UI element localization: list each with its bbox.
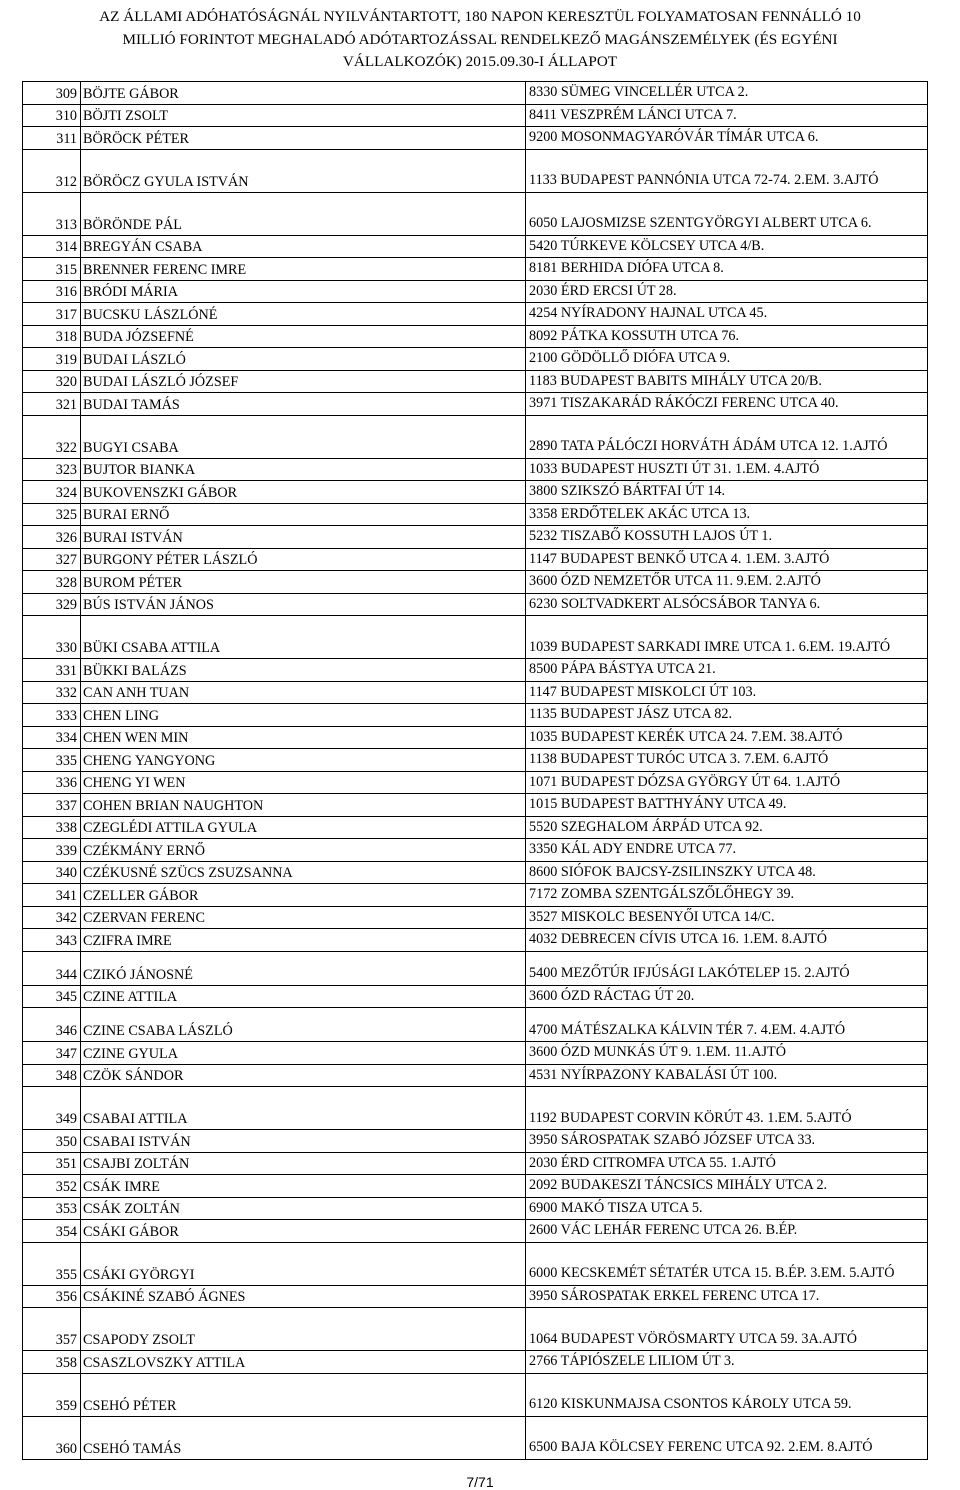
taxpayer-name: BUCSKU LÁSZLÓNÉ: [81, 303, 526, 326]
taxpayer-address: 1183 BUDAPEST BABITS MIHÁLY UTCA 20/B.: [526, 370, 928, 393]
taxpayer-name: CSAJBI ZOLTÁN: [81, 1152, 526, 1175]
taxpayer-address: 2030 ÉRD ERCSI ÚT 28.: [526, 280, 928, 303]
table-row: [23, 1373, 928, 1416]
row-number: 351: [23, 1152, 81, 1175]
table-row: [23, 771, 928, 794]
taxpayer-name: CAN ANH TUAN: [81, 681, 526, 704]
taxpayer-name: BÜKI CSABA ATTILA: [81, 616, 526, 659]
taxpayer-address: 8500 PÁPA BÁSTYA UTCA 21.: [526, 659, 928, 682]
row-number: 350: [23, 1130, 81, 1153]
table-row: [23, 951, 928, 985]
taxpayer-address: 3527 MISKOLC BESENYŐI UTCA 14/C.: [526, 906, 928, 929]
row-number: 314: [23, 235, 81, 258]
row-number: 315: [23, 258, 81, 281]
table-row: [23, 458, 928, 481]
taxpayer-address: 2600 VÁC LEHÁR FERENC UTCA 26. B.ÉP.: [526, 1220, 928, 1243]
taxpayer-address: 4531 NYÍRPAZONY KABALÁSI ÚT 100.: [526, 1064, 928, 1087]
taxpayer-name: CSABAI ATTILA: [81, 1087, 526, 1130]
taxpayer-address: 3950 SÁROSPATAK SZABÓ JÓZSEF UTCA 33.: [526, 1130, 928, 1153]
taxpayer-address: 9200 MOSONMAGYARÓVÁR TÍMÁR UTCA 6.: [526, 127, 928, 150]
table-row: [23, 906, 928, 929]
table-row: [23, 593, 928, 616]
row-number: 359: [23, 1373, 81, 1416]
row-number: 324: [23, 481, 81, 504]
row-number: 322: [23, 415, 81, 458]
taxpayer-address: 3600 ÓZD RÁCTAG ÚT 20.: [526, 985, 928, 1008]
taxpayer-address: 4254 NYÍRADONY HAJNAL UTCA 45.: [526, 303, 928, 326]
document-title: [0, 6, 960, 74]
table-row: [23, 415, 928, 458]
table-row: [23, 884, 928, 907]
taxpayer-name: BURAI ERNŐ: [81, 503, 526, 526]
row-number: 339: [23, 839, 81, 862]
taxpayer-name: CSÁKI GÁBOR: [81, 1220, 526, 1243]
table-row: [23, 1220, 928, 1243]
row-number: 312: [23, 149, 81, 192]
row-number: 318: [23, 325, 81, 348]
taxpayer-address: 8330 SÜMEG VINCELLÉR UTCA 2.: [526, 82, 928, 105]
table-row: [23, 104, 928, 127]
row-number: 338: [23, 816, 81, 839]
taxpayer-address: 8092 PÁTKA KOSSUTH UTCA 76.: [526, 325, 928, 348]
title-line-3: VÁLLALKOZÓK) 2015.09.30-I ÁLLAPOT: [342, 53, 618, 70]
taxpayer-address: 6050 LAJOSMIZSE SZENTGYÖRGYI ALBERT UTCA 6.: [526, 192, 928, 235]
table-row: [23, 548, 928, 571]
row-number: 327: [23, 548, 81, 571]
taxpayer-address: 1135 BUDAPEST JÁSZ UTCA 82.: [526, 704, 928, 727]
taxpayer-name: CHEN WEN MIN: [81, 726, 526, 749]
table-row: [23, 1308, 928, 1351]
taxpayer-address: 3350 KÁL ADY ENDRE UTCA 77.: [526, 839, 928, 862]
taxpayer-name: BREGYÁN CSABA: [81, 235, 526, 258]
taxpayer-address: 1192 BUDAPEST CORVIN KÖRÚT 43. 1.EM. 5.AJTÓ: [526, 1087, 928, 1130]
taxpayer-address: 8600 SIÓFOK BAJCSY-ZSILINSZKY UTCA 48.: [526, 861, 928, 884]
taxpayer-address: 5400 MEZŐTÚR IFJÚSÁGI LAKÓTELEP 15. 2.AJTÓ: [526, 951, 928, 985]
taxpayer-address: 2100 GÖDÖLLŐ DIÓFA UTCA 9.: [526, 348, 928, 371]
taxpayer-address: 2092 BUDAKESZI TÁNCSICS MIHÁLY UTCA 2.: [526, 1175, 928, 1198]
taxpayer-name: CSABAI ISTVÁN: [81, 1130, 526, 1153]
taxpayer-name: BUDAI LÁSZLÓ: [81, 348, 526, 371]
table-row: [23, 526, 928, 549]
taxpayer-name: CSÁKINÉ SZABÓ ÁGNES: [81, 1285, 526, 1308]
taxpayer-name: CHENG YI WEN: [81, 771, 526, 794]
table-row: [23, 659, 928, 682]
row-number: 343: [23, 929, 81, 952]
taxpayer-name: COHEN BRIAN NAUGHTON: [81, 794, 526, 817]
taxpayer-name: BURGONY PÉTER LÁSZLÓ: [81, 548, 526, 571]
table-row: [23, 1197, 928, 1220]
taxpayer-address: 6230 SOLTVADKERT ALSÓCSÁBOR TANYA 6.: [526, 593, 928, 616]
taxpayer-name: CZINE ATTILA: [81, 985, 526, 1008]
row-number: 328: [23, 571, 81, 594]
table-row: [23, 1008, 928, 1042]
row-number: 309: [23, 82, 81, 105]
taxpayer-address: 2890 TATA PÁLÓCZI HORVÁTH ÁDÁM UTCA 12. 1.AJTÓ: [526, 415, 928, 458]
taxpayer-address: 6500 BAJA KÖLCSEY FERENC UTCA 92. 2.EM. 8.AJTÓ: [526, 1416, 928, 1459]
table-row: [23, 192, 928, 235]
taxpayer-name: CSASZLOVSZKY ATTILA: [81, 1351, 526, 1374]
taxpayer-name: CSEHÓ PÉTER: [81, 1373, 526, 1416]
taxpayer-address: 7172 ZOMBA SZENTGÁLSZŐLŐHEGY 39.: [526, 884, 928, 907]
taxpayer-name: BUKOVENSZKI GÁBOR: [81, 481, 526, 504]
taxpayer-name: BUDAI LÁSZLÓ JÓZSEF: [81, 370, 526, 393]
table-row: [23, 571, 928, 594]
taxpayer-name: CSÁK ZOLTÁN: [81, 1197, 526, 1220]
row-number: 320: [23, 370, 81, 393]
taxpayer-name: CZIKÓ JÁNOSNÉ: [81, 951, 526, 985]
page-number: 7/71: [466, 1474, 494, 1490]
table-row: [23, 370, 928, 393]
row-number: 341: [23, 884, 81, 907]
taxpayer-name: BUDAI TAMÁS: [81, 393, 526, 416]
taxpayer-address: 3600 ÓZD MUNKÁS ÚT 9. 1.EM. 11.AJTÓ: [526, 1042, 928, 1065]
row-number: 358: [23, 1351, 81, 1374]
table-row: [23, 393, 928, 416]
table-row: [23, 681, 928, 704]
table-row: [23, 1416, 928, 1459]
table-row: [23, 1042, 928, 1065]
row-number: 325: [23, 503, 81, 526]
taxpayer-address: 3358 ERDŐTELEK AKÁC UTCA 13.: [526, 503, 928, 526]
table-row: [23, 503, 928, 526]
taxpayer-name: CZINE GYULA: [81, 1042, 526, 1065]
taxpayer-address: 3600 ÓZD NEMZETŐR UTCA 11. 9.EM. 2.AJTÓ: [526, 571, 928, 594]
row-number: 348: [23, 1064, 81, 1087]
taxpayer-name: BUROM PÉTER: [81, 571, 526, 594]
table-row: [23, 704, 928, 727]
title-line-1: AZ ÁLLAMI ADÓHATÓSÁGNÁL NYILVÁNTARTOTT, 180 NAPON KERESZTÜL FOLYAMATOSAN FENNÁLLÓ 10: [99, 8, 861, 25]
row-number: 329: [23, 593, 81, 616]
table-row: [23, 280, 928, 303]
row-number: 331: [23, 659, 81, 682]
taxpayer-name: CZIFRA IMRE: [81, 929, 526, 952]
row-number: 352: [23, 1175, 81, 1198]
taxpayer-address: 1039 BUDAPEST SARKADI IMRE UTCA 1. 6.EM. 19.AJTÓ: [526, 616, 928, 659]
taxpayer-name: BURAI ISTVÁN: [81, 526, 526, 549]
taxpayer-name: CSAPODY ZSOLT: [81, 1308, 526, 1351]
taxpayer-address: 3971 TISZAKARÁD RÁKÓCZI FERENC UTCA 40.: [526, 393, 928, 416]
taxpayer-address: 1015 BUDAPEST BATTHYÁNY UTCA 49.: [526, 794, 928, 817]
taxpayer-address: 1133 BUDAPEST PANNÓNIA UTCA 72-74. 2.EM. 3.AJTÓ: [526, 149, 928, 192]
taxpayer-address: 1147 BUDAPEST BENKŐ UTCA 4. 1.EM. 3.AJTÓ: [526, 548, 928, 571]
taxpayer-address: 1033 BUDAPEST HUSZTI ÚT 31. 1.EM. 4.AJTÓ: [526, 458, 928, 481]
taxpayer-address: 1035 BUDAPEST KERÉK UTCA 24. 7.EM. 38.AJTÓ: [526, 726, 928, 749]
taxpayer-name: CZINE CSABA LÁSZLÓ: [81, 1008, 526, 1042]
table-row: [23, 481, 928, 504]
table-row: [23, 235, 928, 258]
taxpayer-address: 8181 BERHIDA DIÓFA UTCA 8.: [526, 258, 928, 281]
row-number: 349: [23, 1087, 81, 1130]
taxpayer-name: CSÁK IMRE: [81, 1175, 526, 1198]
title-line-2: MILLIÓ FORINTOT MEGHALADÓ ADÓTARTOZÁSSAL RENDELKEZŐ MAGÁNSZEMÉLYEK (ÉS EGYÉNI: [122, 30, 838, 48]
row-number: 345: [23, 985, 81, 1008]
row-number: 347: [23, 1042, 81, 1065]
taxpayer-address: 5420 TÚRKEVE KÖLCSEY UTCA 4/B.: [526, 235, 928, 258]
row-number: 360: [23, 1416, 81, 1459]
taxpayer-name: CZÖK SÁNDOR: [81, 1064, 526, 1087]
table-row: [23, 1351, 928, 1374]
table-row: [23, 616, 928, 659]
row-number: 334: [23, 726, 81, 749]
table-row: [23, 726, 928, 749]
row-number: 316: [23, 280, 81, 303]
table-row: [23, 861, 928, 884]
table-body: [23, 82, 928, 1460]
row-number: 357: [23, 1308, 81, 1351]
taxpayer-name: BUDA JÓZSEFNÉ: [81, 325, 526, 348]
row-number: 333: [23, 704, 81, 727]
row-number: 311: [23, 127, 81, 150]
taxpayer-address: 4700 MÁTÉSZALKA KÁLVIN TÉR 7. 4.EM. 4.AJTÓ: [526, 1008, 928, 1042]
row-number: 323: [23, 458, 81, 481]
taxpayer-name: CZÉKMÁNY ERNŐ: [81, 839, 526, 862]
table-row: [23, 816, 928, 839]
taxpayer-name: CZELLER GÁBOR: [81, 884, 526, 907]
table-row: [23, 1152, 928, 1175]
row-number: 337: [23, 794, 81, 817]
taxpayer-name: BÖJTI ZSOLT: [81, 104, 526, 127]
taxpayer-name: CZEGLÉDI ATTILA GYULA: [81, 816, 526, 839]
table-row: [23, 1242, 928, 1285]
row-number: 313: [23, 192, 81, 235]
table-row: [23, 1285, 928, 1308]
taxpayer-name: BÖJTE GÁBOR: [81, 82, 526, 105]
row-number: 310: [23, 104, 81, 127]
taxpayer-name: BRÓDI MÁRIA: [81, 280, 526, 303]
taxpayer-name: CZERVAN FERENC: [81, 906, 526, 929]
table-row: [23, 1087, 928, 1130]
taxpayer-address: 5520 SZEGHALOM ÁRPÁD UTCA 92.: [526, 816, 928, 839]
row-number: 317: [23, 303, 81, 326]
row-number: 346: [23, 1008, 81, 1042]
table-row: [23, 348, 928, 371]
taxpayer-name: BÖRÖCZ GYULA ISTVÁN: [81, 149, 526, 192]
row-number: 340: [23, 861, 81, 884]
table-row: [23, 749, 928, 772]
taxpayer-name: CZÉKUSNÉ SZÜCS ZSUZSANNA: [81, 861, 526, 884]
table-row: [23, 1175, 928, 1198]
taxpayer-address: 2030 ÉRD CITROMFA UTCA 55. 1.AJTÓ: [526, 1152, 928, 1175]
row-number: 354: [23, 1220, 81, 1243]
taxpayer-name: BUJTOR BIANKA: [81, 458, 526, 481]
taxpayer-name: BÖRÖNDE PÁL: [81, 192, 526, 235]
taxpayer-address: 1071 BUDAPEST DÓZSA GYÖRGY ÚT 64. 1.AJTÓ: [526, 771, 928, 794]
taxpayer-name: CSÁKI GYÖRGYI: [81, 1242, 526, 1285]
table-row: [23, 839, 928, 862]
taxpayer-address: 2766 TÁPIÓSZELE LILIOM ÚT 3.: [526, 1351, 928, 1374]
table-row: [23, 258, 928, 281]
row-number: 353: [23, 1197, 81, 1220]
taxpayer-address: 6000 KECSKEMÉT SÉTATÉR UTCA 15. B.ÉP. 3.EM. 5.AJTÓ: [526, 1242, 928, 1285]
table-row: [23, 82, 928, 105]
row-number: 326: [23, 526, 81, 549]
taxpayer-address: 3950 SÁROSPATAK ERKEL FERENC UTCA 17.: [526, 1285, 928, 1308]
taxpayer-name: BRENNER FERENC IMRE: [81, 258, 526, 281]
taxpayer-address: 3800 SZIKSZÓ BÁRTFAI ÚT 14.: [526, 481, 928, 504]
row-number: 321: [23, 393, 81, 416]
taxpayer-address: 8411 VESZPRÉM LÁNCI UTCA 7.: [526, 104, 928, 127]
table-row: [23, 1130, 928, 1153]
row-number: 330: [23, 616, 81, 659]
taxpayer-name: BUGYI CSABA: [81, 415, 526, 458]
taxpayer-name: BÜKKI BALÁZS: [81, 659, 526, 682]
table-row: [23, 149, 928, 192]
taxpayer-name: CHEN LING: [81, 704, 526, 727]
row-number: 355: [23, 1242, 81, 1285]
row-number: 335: [23, 749, 81, 772]
taxpayer-address: 6120 KISKUNMAJSA CSONTOS KÁROLY UTCA 59.: [526, 1373, 928, 1416]
taxpayer-address: 1147 BUDAPEST MISKOLCI ÚT 103.: [526, 681, 928, 704]
taxpayer-table: [22, 81, 928, 1460]
table-row: [23, 929, 928, 952]
row-number: 342: [23, 906, 81, 929]
taxpayer-address: 1138 BUDAPEST TURÓC UTCA 3. 7.EM. 6.AJTÓ: [526, 749, 928, 772]
table-row: [23, 985, 928, 1008]
row-number: 319: [23, 348, 81, 371]
taxpayer-address: 4032 DEBRECEN CÍVIS UTCA 16. 1.EM. 8.AJTÓ: [526, 929, 928, 952]
taxpayer-name: BÖRÖCK PÉTER: [81, 127, 526, 150]
taxpayer-address: 5232 TISZABŐ KOSSUTH LAJOS ÚT 1.: [526, 526, 928, 549]
taxpayer-address: 6900 MAKÓ TISZA UTCA 5.: [526, 1197, 928, 1220]
taxpayer-name: CHENG YANGYONG: [81, 749, 526, 772]
row-number: 336: [23, 771, 81, 794]
row-number: 356: [23, 1285, 81, 1308]
taxpayer-name: CSEHÓ TAMÁS: [81, 1416, 526, 1459]
row-number: 344: [23, 951, 81, 985]
taxpayer-name: BÚS ISTVÁN JÁNOS: [81, 593, 526, 616]
table-row: [23, 794, 928, 817]
taxpayer-address: 1064 BUDAPEST VÖRÖSMARTY UTCA 59. 3A.AJTÓ: [526, 1308, 928, 1351]
table-row: [23, 1064, 928, 1087]
table-row: [23, 325, 928, 348]
row-number: 332: [23, 681, 81, 704]
table-row: [23, 127, 928, 150]
table-row: [23, 303, 928, 326]
